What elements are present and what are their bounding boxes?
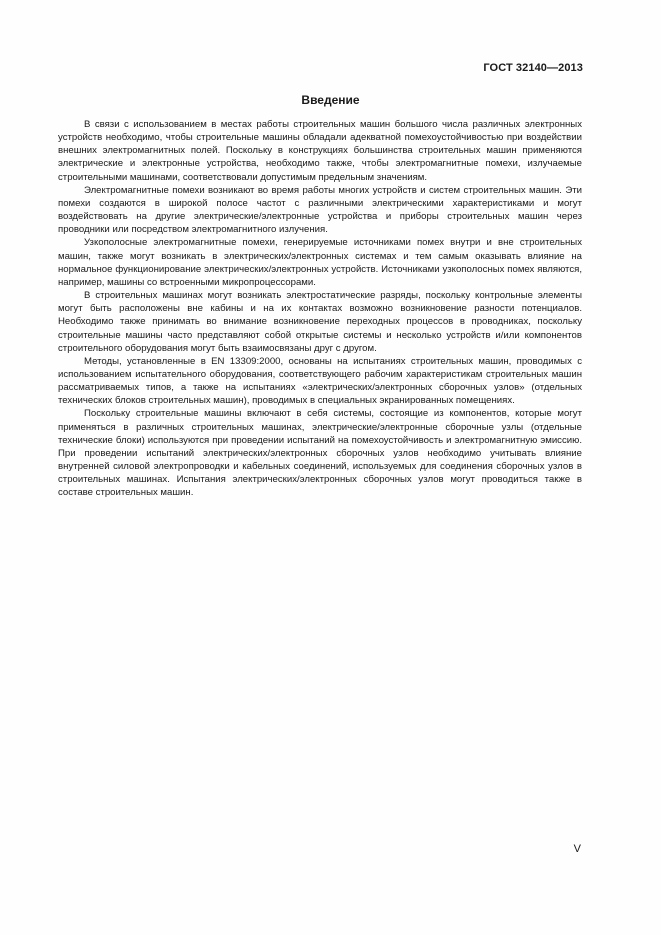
section-title: Введение [301, 93, 360, 107]
page-number: V [573, 843, 581, 855]
paragraph: Узкополосные электромагнитные помехи, генерируемые источниками помех внутри и вне строительных машин, также могут возникать в электрических/электронных системах и тем самым оказывать влияние на нормальное функционирование электрических/электронных устройств. Источниками узкополосных помех являются, например, машины со встроенными микропроцессорами. [58, 237, 582, 288]
introduction-text [58, 118, 582, 500]
paragraph: Поскольку строительные машины включают в себя системы, состоящие из компонентов, которые могут применяться в различных строительных машинах, электрические/электронные сборочные узлы (отдельные технические блоки) используются при проведении испытаний на помехоустойчивость и электромагнитную эмиссию. При проведении испытаний электрических/электронных сборочных узлов необходимо учитывать влияние внутренней силовой электропроводки и кабельных соединений, используемых для соединения сборочных узлов в строительных машинах. Испытания электрических/электронных сборочных узлов могут проводиться также в составе строительных машин. [58, 408, 582, 499]
paragraph: Методы, установленные в EN 13309:2000, основаны на испытаниях строительных машин, проводимых с использованием испытательного оборудования, соответствующего рабочим характеристикам строительных машин рассматриваемых типов, а также на испытаниях «электрических/электронных сборочных узлов» (отдельных технических блоков строительных машин), проводимых в специальных экранированных помещениях. [58, 355, 582, 407]
paragraph: Электромагнитные помехи возникают во время работы многих устройств и систем строительных машин. Эти помехи создаются в широкой полосе частот с различными электрическими характеристиками и могут воздействовать на другие электрические/электронные устройства и приборы строительных машин через проводники или посредством электромагнитного излучения. [58, 184, 582, 236]
paragraph: В связи с использованием в местах работы строительных машин большого числа различных электронных устройств необходимо, чтобы строительные машины обладали адекватной помехоустойчивостью при воздействии внешних электромагнитных полей. Поскольку в конструкциях большинства строительных машин применяются электрические и электронные устройства, необходимо также, чтобы электромагнитные помехи, излучаемые строительными машинами, соответствовали допустимым предельным значениям. [58, 119, 582, 183]
document-code: ГОСТ 32140—2013 [483, 62, 583, 74]
paragraph: В строительных машинах могут возникать электростатические разряды, поскольку контрольные элементы могут быть расположены вне кабины и на их контактах возможно возникновение разности потенциалов. Необходимо также принимать во внимание возникновение переходных процессов в проводниках, поскольку строительные машины часто представляют собой открытые системы и несколько устройств и/или компонентов строительного оборудования могут быть взаимосвязаны друг с другом. [58, 290, 582, 354]
